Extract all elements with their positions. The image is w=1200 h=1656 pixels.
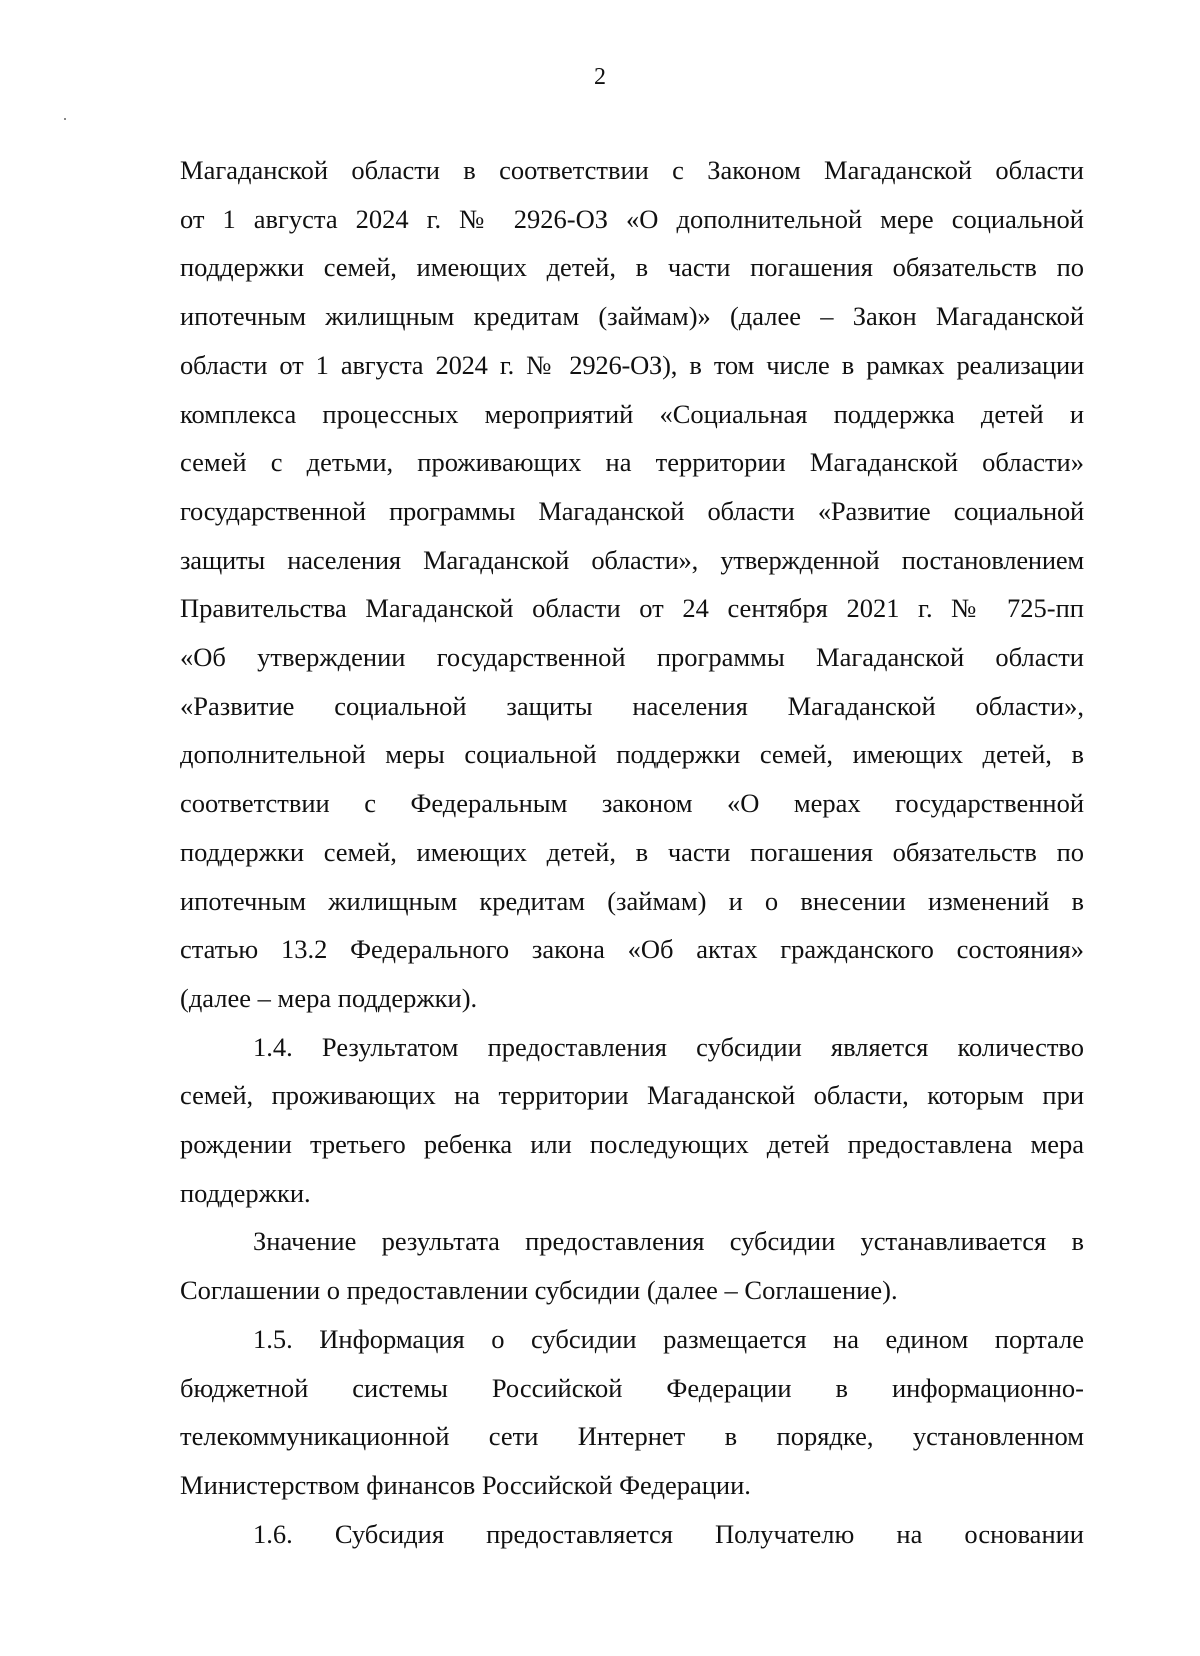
text-line: дополнительной меры социальной поддержки семей, имеющих детей, в: [180, 739, 1084, 770]
text-line: 1.6. Субсидия предоставляется Получателю на основании: [253, 1518, 1084, 1549]
text-line: Магаданской области в соответствии с Законом Магаданской области: [180, 155, 1084, 185]
text-line: «Развитие социальной защиты населения Магаданской области»,: [180, 690, 1084, 721]
text-line: комплекса процессных мероприятий «Социальная поддержка детей и: [180, 398, 1084, 429]
text-line: (далее – мера поддержки).: [180, 982, 478, 1013]
text-line: ипотечным жилищным кредитам (займам) и о внесении изменений в: [180, 885, 1084, 916]
text-line: рождении третьего ребенка или последующих детей предоставлена мера: [180, 1129, 1084, 1160]
text-line: от 1 августа 2024 г. № 2926-ОЗ «О дополнительной мере социальной: [180, 203, 1084, 234]
text-line: Значение результата предоставления субсидии устанавливается в: [253, 1226, 1084, 1257]
text-line: «Об утверждении государственной программы Магаданской области: [180, 642, 1084, 673]
paragraph-1-4-value: [180, 1217, 1084, 1314]
paragraph-1-5: [180, 1315, 1084, 1510]
text-line: Министерством финансов Российской Федерации.: [180, 1469, 751, 1500]
document-body: [180, 146, 1084, 1558]
text-line: области от 1 августа 2024 г. № 2926-ОЗ), в том числе в рамках реализации: [180, 349, 1084, 380]
text-line: соответствии с Федеральным законом «О мерах государственной: [180, 788, 1084, 819]
paragraph-continuation: [180, 146, 1084, 1023]
scan-speck: [64, 118, 66, 120]
text-line: статью 13.2 Федерального закона «Об актах гражданского состояния»: [180, 934, 1084, 965]
page-number: 2: [594, 64, 606, 90]
paragraph-1-6: [180, 1510, 1084, 1559]
text-line: семей с детьми, проживающих на территории Магаданской области»: [180, 447, 1084, 478]
text-line: государственной программы Магаданской области «Развитие социальной: [180, 495, 1084, 526]
text-line: ипотечным жилищным кредитам (займам)» (далее – Закон Магаданской: [180, 301, 1084, 332]
text-line: семей, проживающих на территории Магаданской области, которым при: [180, 1080, 1084, 1111]
text-line: бюджетной системы Российской Федерации в информационно-: [180, 1372, 1084, 1403]
paragraph-1-4: [180, 1023, 1084, 1218]
text-line: поддержки семей, имеющих детей, в части погашения обязательств по: [180, 252, 1084, 283]
text-line: 1.4. Результатом предоставления субсидии является количество: [253, 1031, 1084, 1062]
text-line: поддержки.: [180, 1177, 311, 1208]
text-line: телекоммуникационной сети Интернет в порядке, установленном: [180, 1421, 1084, 1452]
text-line: Соглашении о предоставлении субсидии (далее – Соглашение).: [180, 1275, 898, 1306]
text-line: Правительства Магаданской области от 24 сентября 2021 г. № 725-пп: [180, 593, 1084, 624]
text-line: поддержки семей, имеющих детей, в части погашения обязательств по: [180, 836, 1084, 867]
text-line: защиты населения Магаданской области», утвержденной постановлением: [180, 544, 1084, 575]
text-line: 1.5. Информация о субсидии размещается на едином портале: [253, 1323, 1084, 1354]
